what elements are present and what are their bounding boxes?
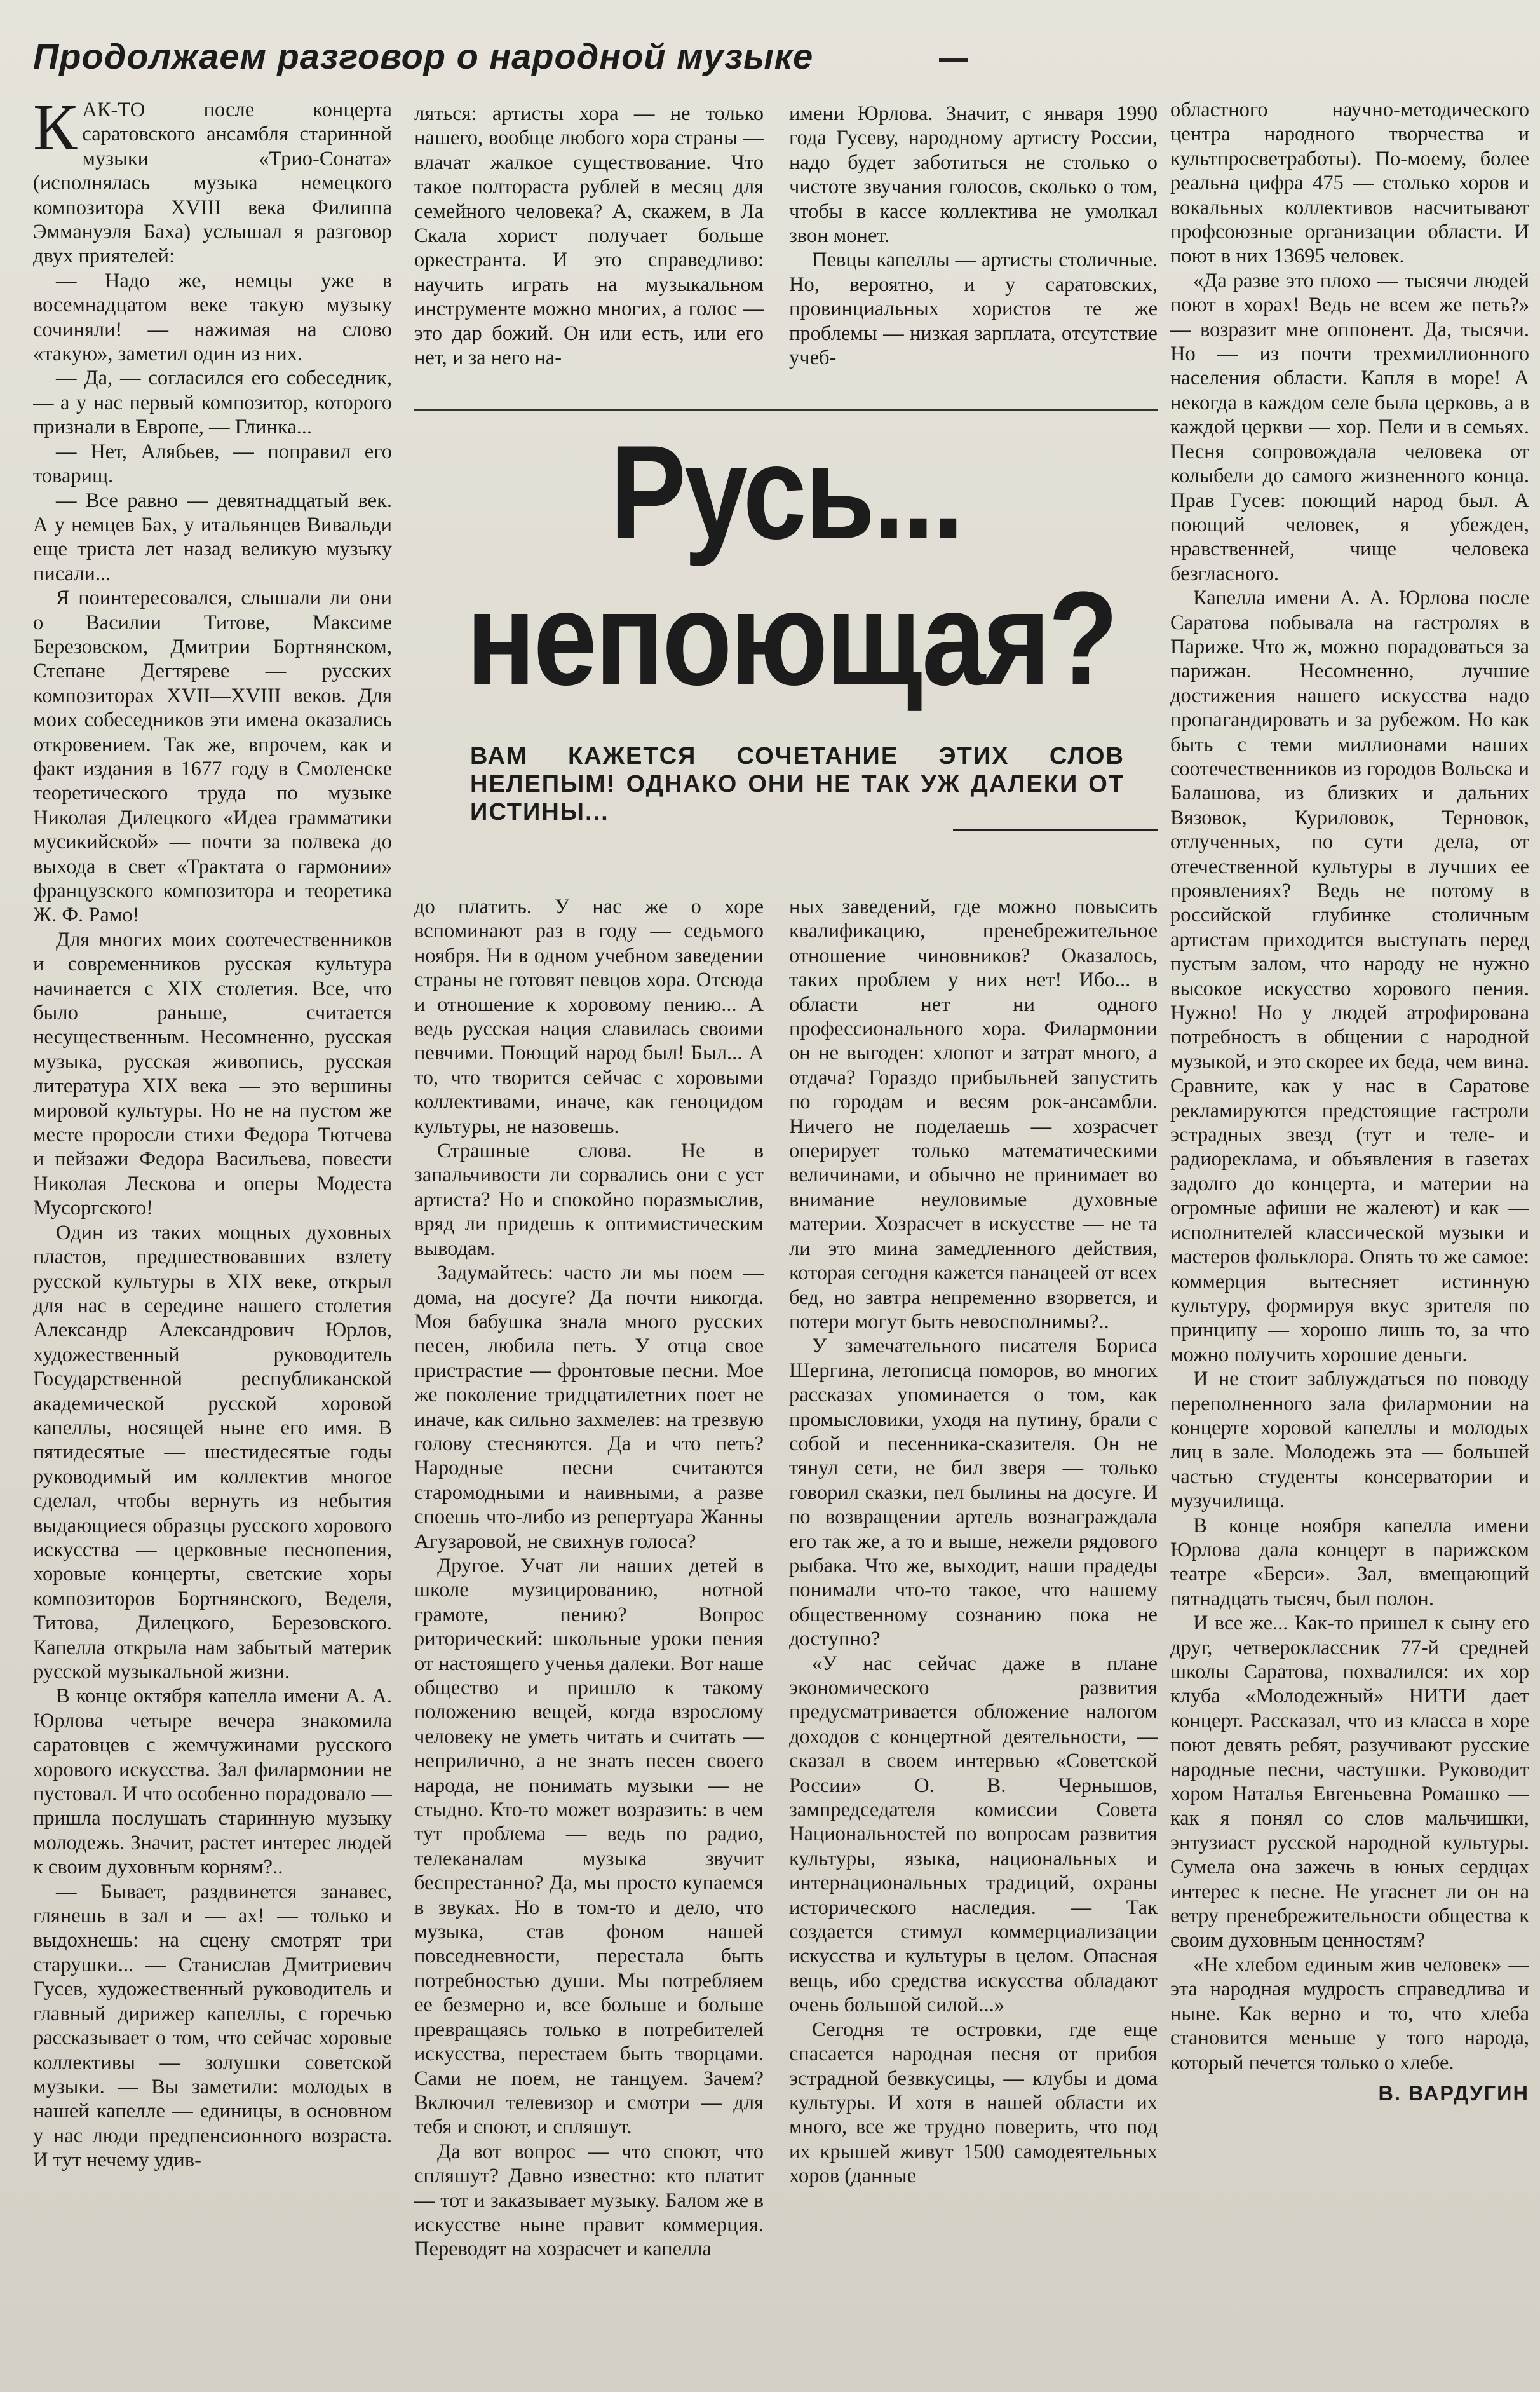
paragraph: «У нас сейчас даже в плане экономического развития предусматривается обложение налогом доходов с концертной деятельности, — сказал в своем интервью «Советской России» О. В. Чернышов, зампредседателя комиссии Совета Национальностей по вопросам развития культуры, языка, национальных и интернациональных традиций, охраны исторического наследия. — Так создается стимул коммерциализации искусства и культуры в целом. Опасная вещь, ибо средства искусства обладают очень большой силой...»: [789, 1652, 1158, 2017]
paragraph: — Все равно — девятнадцатый век. А у немцев Бах, у итальянцев Вивальди еще триста лет назад великую музыку писали...: [33, 489, 392, 585]
paragraph: — Нет, Алябьев, — поправил его товарищ.: [33, 440, 392, 488]
paragraph: В конце октября капелла имени А. А. Юрлова четыре вечера знакомила саратовцев с жемчужинами русского хорового искусства. Зал филармонии не пустовал. И что особенно порадовало — пришла послушать старинную музыку молодежь. Значит, растет интерес людей к своим духовным корням?..: [33, 1685, 392, 1879]
paragraph: ляться: артисты хора — не только нашего, вообще любого хора страны — влачат жалкое существование. Что такое полтораста рублей в месяц для семейного человека? А, скажем, в Ла Скала хорист получает больше оркестранта. И это справедливо: научить играть на музыкальном инструменте можно многих, а голос — это дар божий. Он или есть, или его нет, и за него на-: [414, 102, 764, 370]
paragraph: областного научно-методического центра народного творчества и культпросветработы). По-моему, более реальна цифра 475 — столько хоров и вокальных коллективов насчитывают профсоюзные организации области. И поют в них 13695 человек.: [1170, 99, 1529, 268]
headline: [466, 418, 1116, 731]
column-4: [1170, 98, 1529, 2379]
paragraph: Один из таких мощных духовных пластов, предшествовавших взлету русской культуры в XIX веке, открыл для нас в середине нашего столетия Александр Александрович Юрлов, художественный руководитель Государственной республиканской академической русской хоровой капеллы, носящей ныне его имя. В пятидесятые — шестидесятые годы руководимый им коллектив многое сделал, чтобы вернуть из небытия выдающиеся образцы русского хорового искусства — церковные песнопения, хоровые концерты, светские хоры композиторов Бортнянского, Веделя, Титова, Дилецкого, Березовского. Капелла открыла нам забытый материк русской музыкальной жизни.: [33, 1221, 392, 1683]
paragraph: И все же... Как-то пришел к сыну его друг, четвероклассник 77-й средней школы Саратова, похвалился: их хор клуба «Молодежный» НИТИ дает концерт. Рассказал, что из класса в хоре поют девять ребят, разучивают русские народные песни, частушки. Руководит хором Наталья Евгеньевна Ромашко — как я понял со слов мальчишки, энтузиаст русской народной культуры. Сумела она зажечь в юных сердцах интерес к песне. Не угаснет ли он на ветру пренебрежительности общества к своим духовным ценностям?: [1170, 1612, 1529, 1952]
column-1: [33, 98, 392, 2379]
paragraph: Капелла имени А. А. Юрлова после Саратова побывала на гастролях в Париже. Что ж, можно порадоваться за парижан. Несомненно, лучшие достижения нашего искусства надо пропагандировать и за рубежом. Но как быть с теми миллионами наших соотечественников из городов Вольска и Балашова, из близких и дальних Вязовок, Куриловок, Терновок, отлученных, по сути дела, от отечественной культуры в лучших ее проявлениях? Ведь не потому в российской глубинке столичным артистам приходится выступать перед пустым залом, что народу не нужно высокое искусство хорового пения. Нужно! Но у людей атрофирована потребность в общении с народной музыкой, и это скорее их беда, чем вина. Сравните, как у нас в Саратове рекламируются предстоящие гастроли эстрадных звезд (тут и теле- и радиореклама, и объявления в газетах задолго до концерта, и материи на огромные афиши не жалеют) и как — исполнителей классической музыки и мастеров фольклора. Опять то же самое: коммерция вытесняет истинную культуру, формируя вкус зрителя по принципу — хорошо лишь то, за что можно получить хорошие деньги.: [1170, 587, 1529, 1366]
paragraph: — Надо же, немцы уже в восемнадцатом веке такую музыку сочиняли! — нажимая на слово «такую», заметил один из них.: [33, 269, 392, 366]
paragraph: — Да, — согласился его собеседник, — а у нас первый композитор, которого признали в Европе, — Глинка...: [33, 367, 392, 439]
column-3-bottom: [789, 895, 1158, 2379]
paragraph: «Да разве это плохо — тысячи людей поют в хорах! Ведь не всем же петь?» — возразит мне оппонент. Да, тысячи. Но — из почти трехмиллионного населения области. Капля в море! А некогда в каждом селе была церковь, а в каждой церкви — хор. Пели и в семьях. Песня сопровождала человека от колыбели до самого жизненного конца. Прав Гусев: поющий народ был. А поющий человек, я убежден, нравственней, чище человека безгласного.: [1170, 269, 1529, 585]
paragraph: Сегодня те островки, где еще спасается народная песня от прибоя эстрадной безвкусицы, — клубы и дома культуры. И хотя в нашей области их много, все же трудно поверить, что под их крышей живут 1500 самодеятельных хоров (данные: [789, 2018, 1158, 2188]
section-title: Продолжаем разговор о народной музыке: [33, 36, 814, 76]
paragraph: И не стоит заблуждаться по поводу переполненного зала филармонии на концерте хоровой капеллы и молодых лиц в зале. Молодежь эта — большей частью студенты консерватории и музучилища.: [1170, 1368, 1529, 1513]
header-rule: [939, 58, 968, 62]
lead-rule: [953, 829, 1158, 831]
paragraph: имени Юрлова. Значит, с января 1990 года Гусеву, народному артисту России, надо будет заботиться не столько о чистоте звучания голосов, сколько о том, чтобы в кассе коллектива не умолкал звон монет.: [789, 102, 1158, 248]
paragraph: — Бывает, раздвинется занавес, глянешь в зал и — ах! — только и выдохнешь: на сцену смотрят три старушки... — Станислав Дмитриевич Гусев, художественный руководитель и главный дирижер капеллы, с горечью рассказывает о том, что сейчас хоровые коллективы — золушки советской музыки. — Вы заметили: молодых в нашей капелле — единицы, в основном у нас люди предпенсионного возраста. И тут нечему удив-: [33, 1880, 392, 2172]
paragraph: Для многих моих соотечественников и современников русская культура начинается с XIX столетия. Все, что было раньше, считается несущественным. Несомненно, русская музыка, русская живопись, русская литература XIX века — это вершины мировой культуры. Но не на пустом же месте проросли стихи Федора Тютчева и пейзажи Федора Васильева, повести Николая Лескова и оперы Модеста Мусоргского!: [33, 928, 392, 1220]
paragraph: Страшные слова. Не в запальчивости ли сорвались они с уст артиста? Но и спокойно поразмыслив, вряд ли придешь к оптимистическим выводам.: [414, 1139, 764, 1260]
column-2-bottom: [414, 895, 764, 2379]
drop-cap: К: [33, 98, 78, 164]
lead-paragraph: ВАМ КАЖЕТСЯ СОЧЕТАНИЕ ЭТИХ СЛОВ НЕЛЕПЫМ! ОДНАКО ОНИ НЕ ТАК УЖ ДАЛЕКИ ОТ ИСТИНЫ...: [470, 743, 1125, 826]
column-3-top: [789, 102, 1158, 388]
paragraph: АК-ТО после концерта саратовского ансамбля старинной музыки «Трио-Соната» (исполнялась музыка немецкого композитора XVIII века Филиппа Эммануэля Баха) услышал я разговор двух приятелей:: [33, 99, 392, 268]
headline-line-1: Русь...: [609, 418, 962, 567]
paragraph: Задумайтесь: часто ли мы поем — дома, на досуге? Да почти никогда. Моя бабушка знала много русских песен, любила петь. У отца свое пристрастие — фронтовые песни. Мое же поколение тридцатилетних поет не иначе, как сильно захмелев: на трезвую голову стесняются. Да и что петь? Народные песни считаются старомодными и наивными, а разве споешь что-либо из репертуара Жанны Агузаровой, не свихнув голоса?: [414, 1261, 764, 1553]
paragraph: Другое. Учат ли наших детей в школе музицированию, нотной грамоте, пению? Вопрос риторический: школьные уроки пения от настоящего ученья далеки. Вот наше общество и пришло к такому положению вещей, когда взрослому человеку не уметь читать и считать — неприлично, а не знать песен своего народа, не понимать музыки — не стыдно. Кто-то может возразить: в чем тут проблема — ведь по радио, телеканалам музыка звучит беспрестанно? Да, мы просто купаемся в звуках. Но в том-то и дело, что музыка, став фоном нашей повседневности, перестала быть потребностью души. Мы потребляем ее безмерно и, все больше и больше превращаясь только в потребителей искусства, перестаем быть творцами. Сами не поем, не танцуем. Зачем? Включил телевизор и смотри — для тебя и споют, и спляшут.: [414, 1554, 764, 2139]
paragraph: У замечательного писателя Бориса Шергина, летописца поморов, во многих рассказах упоминается о том, как промысловики, уходя на путину, брали с собой и песенника-сказителя. Он не тянул сети, не бил зверя — только говорил сказки, пел былины на досуге. И по возвращении артель вознаграждала его так же, а то и выше, нежели рядового рыбака. Что же, выходит, наши прадеды понимали что-то такое, что нашему общественному сознанию пока не доступно?: [789, 1335, 1158, 1651]
column-2-top: [414, 102, 764, 388]
section-header: [33, 33, 961, 89]
headline-rule: [414, 409, 1158, 411]
paragraph: Певцы капеллы — артисты столичные. Но, вероятно, и у саратовских, провинциальных хористов те же проблемы — низкая зарплата, отсутствие учеб-: [789, 248, 1158, 370]
author-signature: В. ВАРДУГИН: [1378, 2081, 1529, 2105]
paragraph: ных заведений, где можно повысить квалификацию, пренебрежительное отношение чиновников? Оказалось, таких проблем у них нет! Ибо... в области нет ни одного профессионального хора. Филармонии он не выгоден: хлопот и затрат много, а отдача? Гораздо прибыльней запустить по городам и весям рок-ансамбли. Ничего не поделаешь — хозрасчет оперирует только математическими величинами, и обычно не принимает во внимание неуловимые духовные материи. Хозрасчет в искусстве — не та ли это мина замедленного действия, которая сегодня кажется панацеей от всех бед, но завтра непременно взорвется, и потери могут быть невосполнимы?..: [789, 895, 1158, 1333]
paragraph: Я поинтересовался, слышали ли они о Василии Титове, Максиме Березовском, Дмитрии Бортнянском, Степане Дегтяреве — русских композиторах XVII—XVIII веков. Для моих собеседников эти имена оказались откровением. Так же, впрочем, как и факт издания в 1677 году в Смоленске теоретического труда по музыке Николая Дилецкого «Идеа грамматики мусикийской» — почти за полвека до выхода в свет «Трактата о гармонии» французского композитора и теоретика Ж. Ф. Рамо!: [33, 587, 392, 927]
paragraph: до платить. У нас же о хоре вспоминают раз в году — седьмого ноября. Ни в одном учебном заведении страны не готовят певцов хора. Отсюда и отношение к хоровому пению... А ведь русская нация славилась своими певчими. Поющий народ был! Был... А то, что творится сейчас с хоровыми коллективами, иначе, как геноцидом культуры, не назовешь.: [414, 895, 764, 1138]
paragraph: В конце ноября капелла имени Юрлова дала концерт в парижском театре «Берси». Зал, вмещающий пятнадцать тысяч, был полон.: [1170, 1514, 1529, 1610]
paragraph: «Не хлебом единым жив человек» — эта народная мудрость справедлива и ныне. Как верно и то, что хлеба становится меньше у того народа, который печется только о хлебе.: [1170, 1953, 1529, 2074]
paragraph: Да вот вопрос — что споют, что спляшут? Давно известно: кто платит — тот и заказывает музыку. Балом же в искусстве ныне правит коммерция. Переводят на хозрасчет и капелла: [414, 2140, 764, 2261]
headline-line-2: непоющая?: [466, 564, 1116, 713]
